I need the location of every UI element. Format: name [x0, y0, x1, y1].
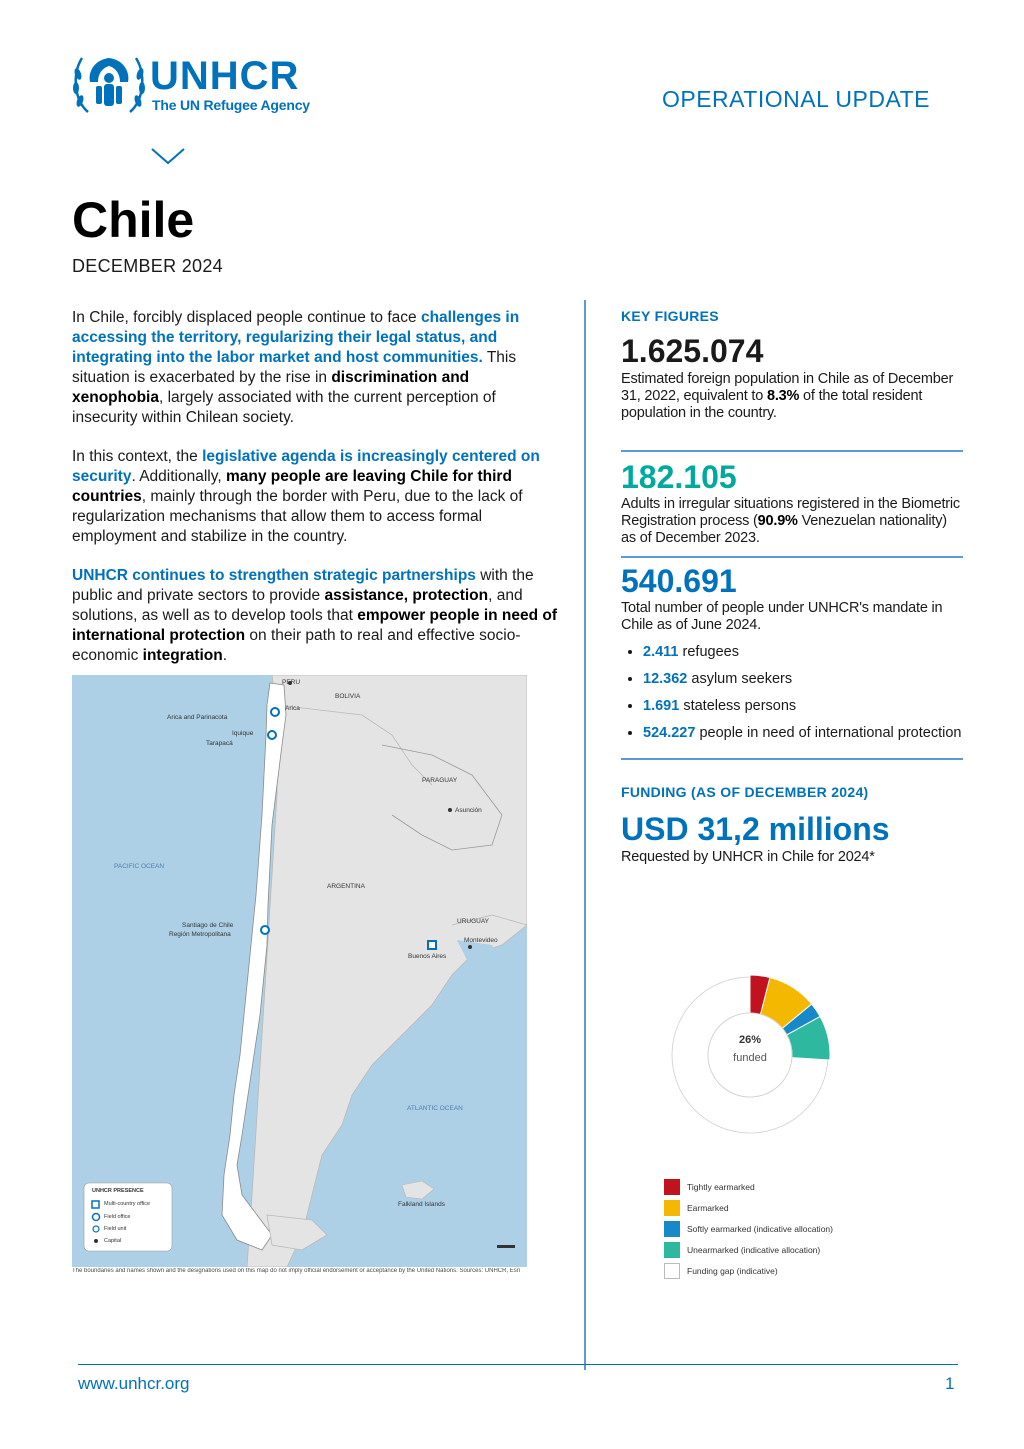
unhcr-emblem-icon: [70, 52, 148, 116]
legend-swatch: [664, 1179, 680, 1195]
separator: [621, 556, 963, 558]
text-run: many people are leaving Chile for third countries: [72, 468, 512, 505]
logo-wordmark: UNHCR: [150, 54, 300, 98]
foreign-population-value: 1.625.074: [621, 333, 764, 369]
text-run: discrimination and xenophobia: [72, 369, 470, 406]
legend-swatch: [664, 1200, 680, 1216]
funding-donut-chart: [660, 965, 840, 1145]
legend-item: [664, 1218, 833, 1239]
list-item: • 1.691 stateless persons: [643, 698, 963, 715]
map-label-atlantic: ATLANTIC OCEAN: [407, 1105, 463, 1112]
map-label-arica: Arica: [285, 705, 300, 712]
map-label-paraguay: PARAGUAY: [422, 777, 458, 784]
map-label-arica-region: Arica and Parinacota: [167, 714, 228, 721]
map-label-santiago: Santiago de Chile: [182, 922, 234, 929]
intro-paragraph-2: [72, 447, 560, 547]
mandate-total-desc: Total number of people under UNHCR's mandate in Chile as of June 2024.: [621, 600, 943, 633]
text-run: empower people in need of international protection: [72, 607, 558, 644]
text-run: UNHCR continues to strengthen strategic partnerships: [72, 567, 476, 584]
legend-swatch: [664, 1221, 680, 1237]
funding-amount: USD 31,2 millions: [621, 811, 890, 847]
text-run: , largely associated with the current perception of insecurity within Chilean society.: [72, 389, 496, 426]
map-legend-item: Field office: [104, 1214, 131, 1220]
map-label-iquique: Iquique: [232, 730, 254, 737]
donut-center-label: funded: [733, 1052, 767, 1064]
funding-desc: Requested by UNHCR in Chile for 2024*: [621, 849, 875, 865]
footer-url-link[interactable]: www.unhcr.org: [78, 1374, 190, 1393]
text-run: .: [222, 647, 228, 664]
map-label-asuncion: Asunción: [455, 807, 482, 814]
list-item: • 2.411 refugees: [643, 644, 963, 661]
legend-swatch: [664, 1263, 680, 1279]
text-run: Venezuelan nationality) as of December 2023.: [621, 513, 947, 546]
legend-label: Funding gap (indicative): [687, 1265, 778, 1276]
footer-rule: [78, 1364, 958, 1365]
map-legend-title: UNHCR PRESENCE: [92, 1188, 144, 1194]
intro-paragraph-3: [72, 566, 560, 666]
intro-paragraph-1: [72, 308, 560, 428]
intro-text: [72, 308, 560, 685]
text-run: legislative agenda is increasingly centered on security: [72, 448, 540, 485]
text-run: . Additionally,: [131, 468, 226, 485]
page-number: 1: [945, 1374, 955, 1393]
legend-swatch: [664, 1242, 680, 1258]
map-disclaimer: The boundaries and names shown and the designations used on this map do not imply official endorsement or acceptance by the United Nations. Sources: UNHCR, Esri: [72, 1268, 521, 1274]
map-label-peru: PERU: [282, 679, 301, 686]
map-label-metropolitana: Región Metropolitana: [169, 931, 231, 938]
map-label-falklands: Falkland Islands: [398, 1201, 445, 1208]
chevron-down-icon: [150, 146, 186, 171]
legend-label: Earmarked: [687, 1202, 729, 1213]
map-label-bolivia: BOLIVIA: [335, 693, 361, 700]
map-label-argentina: ARGENTINA: [327, 883, 365, 890]
text-run: In Chile, forcibly displaced people continue to face: [72, 309, 421, 326]
text-run: with the public and private sectors to provide: [72, 567, 534, 604]
map-label-buenos-aires: Buenos Aires: [408, 953, 447, 960]
page-title: Chile: [72, 192, 195, 248]
key-figures-panel: [621, 308, 963, 866]
legend-item: [664, 1239, 833, 1260]
foreign-population-desc: [621, 371, 963, 422]
text-run: on their path to real and effective socio-economic: [72, 627, 521, 664]
list-item: • 524.227 people in need of international protection: [643, 725, 963, 742]
legend-label: Tightly earmarked: [687, 1181, 755, 1192]
text-run: Estimated foreign population in Chile as of December 31, 2022, equivalent to: [621, 371, 954, 404]
irregular-adults-desc: [621, 496, 963, 547]
key-figures-label: KEY FIGURES: [621, 308, 719, 324]
text-run: integration: [142, 647, 223, 664]
map-label-tarapaca: Tarapacá: [206, 740, 233, 747]
map-legend-item: Capital: [104, 1238, 122, 1244]
mandate-total-value: 540.691: [621, 563, 737, 599]
logo-tagline: The UN Refugee Agency: [152, 97, 310, 113]
list-item: • 12.362 asylum seekers: [643, 671, 963, 688]
map-label-uruguay: URUGUAY: [457, 918, 490, 925]
funding-label: FUNDING (AS OF DECEMBER 2024): [621, 784, 869, 800]
text-run: 90.9%: [757, 513, 798, 529]
text-run: assistance, protection: [324, 587, 489, 604]
separator: [621, 450, 963, 452]
text-run: 8.3%: [766, 388, 800, 404]
legend-item: [664, 1260, 833, 1281]
map-legend-item: Multi-country office: [104, 1201, 151, 1207]
legend-item: [664, 1176, 833, 1197]
map-legend-item: Field unit: [104, 1226, 127, 1232]
irregular-adults-value: 182.105: [621, 459, 737, 495]
report-date: DECEMBER 2024: [72, 256, 223, 276]
map-label-montevideo: Montevideo: [464, 937, 498, 944]
legend-item: [664, 1197, 833, 1218]
presence-map: [72, 675, 527, 1267]
text-run: of the total resident population in the country.: [621, 388, 923, 421]
text-run: Adults in irregular situations registered in the Biometric Registration process (: [621, 496, 960, 529]
text-run: , and solutions, as well as to develop tools that: [72, 587, 523, 624]
document-type: OPERATIONAL UPDATE: [661, 86, 930, 112]
mandate-breakdown-list: [621, 644, 963, 742]
separator: [621, 758, 963, 760]
legend-label: Unearmarked (indicative allocation): [687, 1244, 821, 1255]
donut-legend: [664, 1176, 833, 1281]
legend-label: Softly earmarked (indicative allocation): [687, 1223, 833, 1234]
text-run: This situation is exacerbated by the rise in: [72, 349, 517, 386]
map-label-pacific: PACIFIC OCEAN: [114, 863, 165, 870]
text-run: , mainly through the border with Peru, due to the lack of regularization mechanisms that allow them to access formal employment and stabilize in the country.: [72, 488, 523, 545]
text-run: challenges in accessing the territory, regularizing their legal status, and integrating into the labor market and host communities.: [72, 309, 520, 366]
column-divider: [584, 300, 586, 1370]
text-run: In this context, the: [72, 448, 203, 465]
donut-center-percent: 26%: [738, 1034, 762, 1046]
south-america-map: [72, 675, 527, 1267]
